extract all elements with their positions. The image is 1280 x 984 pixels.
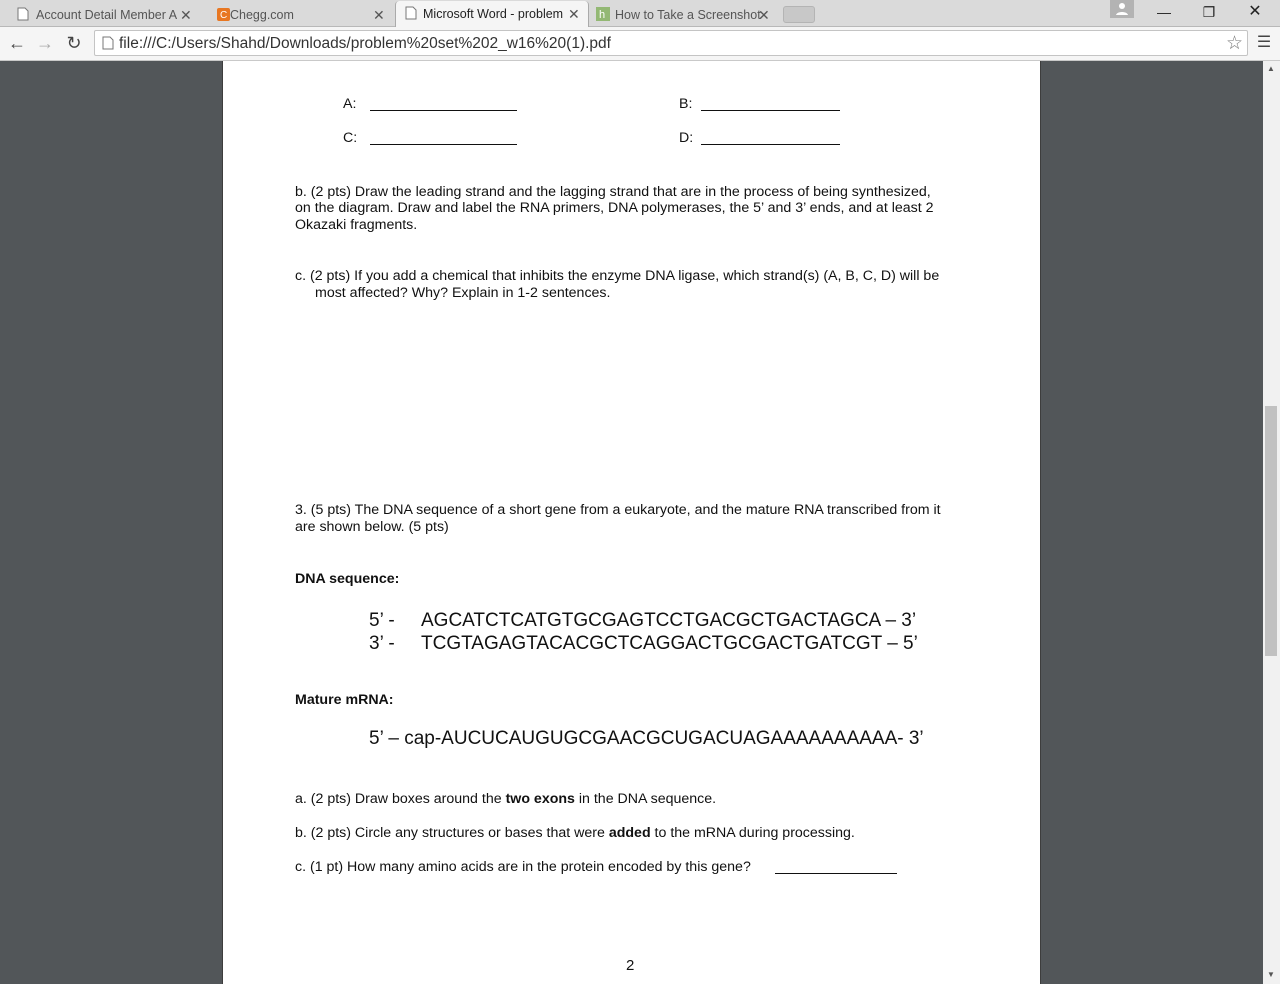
- answer-line: [370, 110, 517, 111]
- mrna-sequence: 5’ – cap-AUCUCAUGUGCGAACGCUGACUAGAAAAAAAAAA- 3’: [369, 728, 924, 749]
- question-2b: on the diagram. Draw and label the RNA primers, DNA polymerases, the 5’ and 3’ ends, and at least 2: [295, 200, 934, 216]
- reload-icon[interactable]: ↻: [66, 33, 82, 53]
- restore-icon[interactable]: ❐: [1202, 4, 1216, 20]
- svg-text:h: h: [599, 9, 606, 21]
- minimize-icon[interactable]: —: [1157, 4, 1171, 20]
- tab-chegg[interactable]: [200, 2, 395, 26]
- close-icon[interactable]: ✕: [373, 7, 385, 23]
- tab-how-to-screenshot[interactable]: [590, 2, 780, 26]
- address-bar[interactable]: [94, 30, 1248, 56]
- url-text[interactable]: file:///C:/Users/Shahd/Downloads/problem%20set%202_w16%20(1).pdf: [119, 35, 611, 52]
- page-icon: [102, 36, 114, 55]
- label-a: A:: [343, 96, 357, 112]
- tab-title: Microsoft Word - problem: [423, 7, 564, 21]
- page-number: 2: [626, 957, 635, 974]
- tab-microsoft-word[interactable]: [395, 1, 589, 27]
- bookmark-star-icon[interactable]: ☆: [1225, 33, 1243, 54]
- svg-text:C: C: [220, 10, 228, 21]
- scroll-up-icon[interactable]: ▲: [1267, 64, 1275, 73]
- answer-line: [370, 144, 517, 145]
- question-2c: c. (2 pts) If you add a chemical that inhibits the enzyme DNA ligase, which strand(s) (A, B, C, D) will be: [295, 268, 940, 284]
- close-icon[interactable]: ✕: [180, 7, 192, 23]
- close-icon[interactable]: ✕: [568, 6, 580, 22]
- label-b: B:: [679, 96, 693, 112]
- chegg-icon: [217, 7, 229, 21]
- close-window-icon[interactable]: ✕: [1248, 3, 1262, 20]
- new-tab-button[interactable]: [783, 6, 815, 23]
- answer-line: [701, 144, 840, 145]
- question-3: are shown below. (5 pts): [295, 519, 449, 535]
- question-2c: most affected? Why? Explain in 1-2 sentences.: [315, 285, 611, 301]
- tab-title: How to Take a Screenshot: [615, 8, 761, 22]
- page-icon: [17, 7, 29, 21]
- dna-heading: DNA sequence:: [295, 571, 400, 587]
- dna-strand-prefix: 3’ -: [369, 633, 395, 654]
- back-icon[interactable]: ←: [8, 33, 26, 53]
- question-3: 3. (5 pts) The DNA sequence of a short gene from a eukaryote, and the mature RNA transcribed from it: [295, 502, 941, 518]
- scrollbar-thumb[interactable]: [1265, 406, 1277, 656]
- close-icon[interactable]: ✕: [758, 7, 770, 23]
- tab-title: Account Detail Member A: [36, 8, 178, 22]
- browser-toolbar: [0, 27, 1280, 61]
- tab-strip: [0, 0, 1280, 27]
- page-icon: [405, 6, 417, 20]
- answer-line: [775, 873, 897, 874]
- tab-account-detail[interactable]: [0, 2, 200, 26]
- wikihow-icon: [596, 7, 608, 21]
- label-c: C:: [343, 130, 358, 146]
- question-3c: c. (1 pt) How many amino acids are in the protein encoded by this gene?: [295, 859, 751, 875]
- profile-icon[interactable]: [1110, 0, 1134, 18]
- dna-strand-bottom: TCGTAGAGTACACGCTCAGGACTGCGACTGATCGT – 5’: [421, 633, 918, 654]
- tab-title: Chegg.com: [230, 8, 294, 22]
- answer-line: [701, 110, 840, 111]
- question-3b: b. (2 pts) Circle any structures or bases that were added to the mRNA during processing.: [295, 825, 855, 841]
- dna-strand-prefix: 5’ -: [369, 610, 395, 631]
- question-3a: a. (2 pts) Draw boxes around the two exons in the DNA sequence.: [295, 791, 717, 807]
- question-2b: b. (2 pts) Draw the leading strand and the lagging strand that are in the process of being synthesized,: [295, 184, 931, 200]
- menu-icon[interactable]: ☰: [1256, 34, 1272, 51]
- forward-icon[interactable]: →: [36, 33, 54, 53]
- scroll-down-icon[interactable]: ▼: [1267, 970, 1275, 979]
- label-d: D:: [679, 130, 694, 146]
- pdf-page: [222, 61, 1041, 984]
- mrna-heading: Mature mRNA:: [295, 692, 394, 708]
- question-2b: Okazaki fragments.: [295, 217, 418, 233]
- dna-strand-top: AGCATCTCATGTGCGAGTCCTGACGCTGACTAGCA – 3’: [421, 610, 917, 631]
- vertical-scrollbar[interactable]: [1263, 61, 1280, 984]
